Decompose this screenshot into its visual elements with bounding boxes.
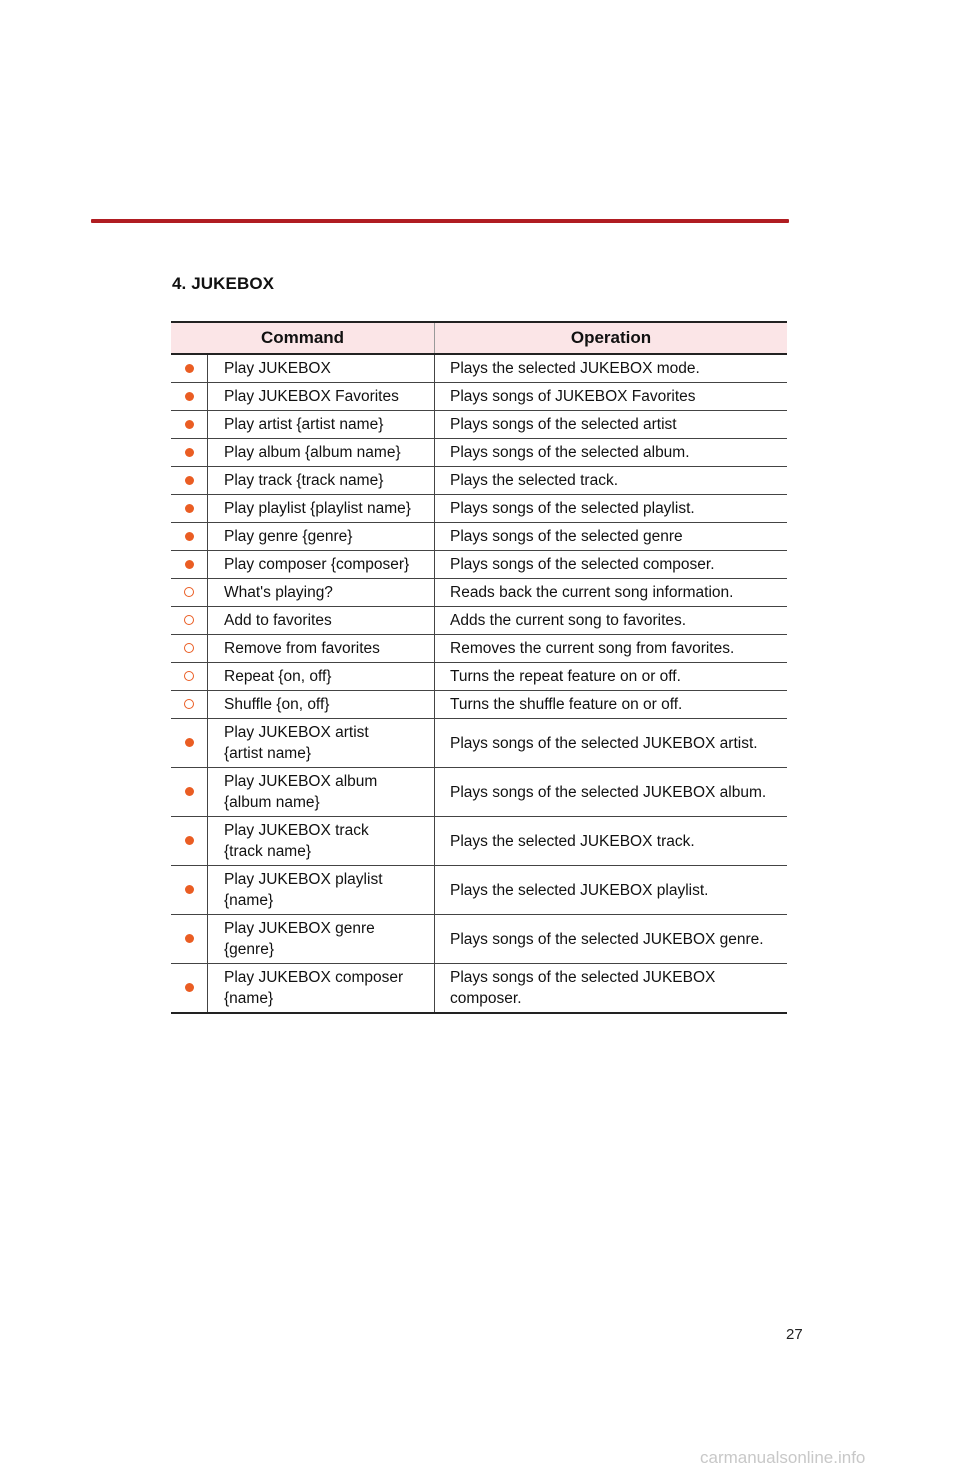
operation-cell <box>435 719 788 768</box>
operation-text: Plays the selected JUKEBOX track. <box>450 832 695 850</box>
table-header-row <box>171 322 787 354</box>
command-text: Remove from favorites <box>224 640 380 657</box>
command-cell <box>208 768 435 817</box>
operation-text: Turns the shuffle feature on or off. <box>450 696 683 713</box>
command-cell <box>208 439 435 467</box>
operation-text: Plays the selected JUKEBOX mode. <box>450 360 700 377</box>
operation-text: composer. <box>450 990 522 1007</box>
table-row <box>171 719 787 768</box>
command-text: {album name} <box>224 794 320 811</box>
command-text: Repeat {on, off} <box>224 668 332 685</box>
operation-cell <box>435 467 788 495</box>
command-text: Play JUKEBOX composer <box>224 969 404 986</box>
operation-text: Plays songs of the selected artist <box>450 416 677 433</box>
command-text: Play JUKEBOX album <box>224 773 378 790</box>
command-cell <box>208 635 435 663</box>
hollow-circle-icon <box>184 699 194 709</box>
command-text: Play JUKEBOX artist <box>224 724 369 741</box>
table-row <box>171 579 787 607</box>
table-row <box>171 768 787 817</box>
command-text: What's playing? <box>224 584 333 601</box>
operation-cell <box>435 817 788 866</box>
operation-text: Plays the selected track. <box>450 472 618 489</box>
operation-cell <box>435 579 788 607</box>
table-row <box>171 383 787 411</box>
operation-text: Turns the repeat feature on or off. <box>450 668 681 685</box>
row-marker-cell <box>171 817 208 866</box>
command-text: Play composer {composer} <box>224 556 410 573</box>
operation-text: Reads back the current song information. <box>450 584 734 601</box>
page-number: 27 <box>786 1326 803 1343</box>
row-marker-cell <box>171 635 208 663</box>
hollow-circle-icon <box>184 587 194 597</box>
table-row <box>171 467 787 495</box>
filled-circle-icon <box>185 934 194 943</box>
row-marker-cell <box>171 663 208 691</box>
command-text: {name} <box>224 990 274 1007</box>
table-row <box>171 607 787 635</box>
operation-cell <box>435 551 788 579</box>
operation-cell <box>435 439 788 467</box>
operation-text: Plays songs of the selected JUKEBOX <box>450 969 716 986</box>
row-marker-cell <box>171 915 208 964</box>
filled-circle-icon <box>185 885 194 894</box>
filled-circle-icon <box>185 420 194 429</box>
command-text: Play JUKEBOX Favorites <box>224 388 399 405</box>
operation-text: Plays songs of the selected genre <box>450 528 683 545</box>
filled-circle-icon <box>185 983 194 992</box>
filled-circle-icon <box>185 738 194 747</box>
row-marker-cell <box>171 866 208 915</box>
filled-circle-icon <box>185 392 194 401</box>
operation-cell <box>435 354 788 383</box>
row-marker-cell <box>171 354 208 383</box>
command-text: {genre} <box>224 941 274 958</box>
row-marker-cell <box>171 523 208 551</box>
table-row <box>171 915 787 964</box>
operation-text: Adds the current song to favorites. <box>450 612 687 629</box>
table-row <box>171 691 787 719</box>
command-text: Play playlist {playlist name} <box>224 500 411 517</box>
command-cell <box>208 663 435 691</box>
table-row <box>171 411 787 439</box>
operation-cell <box>435 768 788 817</box>
command-cell <box>208 467 435 495</box>
command-cell <box>208 866 435 915</box>
command-cell <box>208 964 435 1014</box>
command-cell <box>208 383 435 411</box>
watermark: carmanualsonline.info <box>700 1448 866 1467</box>
table-row <box>171 354 787 383</box>
row-marker-cell <box>171 607 208 635</box>
command-text: Play album {album name} <box>224 444 401 461</box>
table-body <box>171 354 787 1013</box>
command-text: Play JUKEBOX playlist <box>224 871 383 888</box>
operation-cell <box>435 411 788 439</box>
hollow-circle-icon <box>184 643 194 653</box>
operation-text: Plays songs of the selected JUKEBOX genre. <box>450 930 764 948</box>
row-marker-cell <box>171 964 208 1014</box>
operation-cell <box>435 607 788 635</box>
filled-circle-icon <box>185 787 194 796</box>
operation-cell <box>435 663 788 691</box>
operation-text: Plays songs of JUKEBOX Favorites <box>450 388 696 405</box>
header-operation: Operation <box>435 322 788 354</box>
command-cell <box>208 719 435 768</box>
row-marker-cell <box>171 551 208 579</box>
row-marker-cell <box>171 579 208 607</box>
command-cell <box>208 817 435 866</box>
operation-cell <box>435 383 788 411</box>
command-text: Play JUKEBOX genre <box>224 920 375 937</box>
operation-text: Plays songs of the selected album. <box>450 444 690 461</box>
filled-circle-icon <box>185 364 194 373</box>
command-cell <box>208 411 435 439</box>
table-row <box>171 439 787 467</box>
row-marker-cell <box>171 439 208 467</box>
filled-circle-icon <box>185 836 194 845</box>
hollow-circle-icon <box>184 671 194 681</box>
operation-text: Plays songs of the selected JUKEBOX album. <box>450 783 767 801</box>
command-text: Shuffle {on, off} <box>224 696 330 713</box>
hollow-circle-icon <box>184 615 194 625</box>
table-row <box>171 663 787 691</box>
operation-text: Plays songs of the selected JUKEBOX artist. <box>450 734 758 752</box>
command-text: {artist name} <box>224 745 312 762</box>
filled-circle-icon <box>185 560 194 569</box>
header-rule <box>91 219 789 223</box>
command-text: Play JUKEBOX <box>224 360 331 377</box>
command-cell <box>208 915 435 964</box>
command-text: Play artist {artist name} <box>224 416 384 433</box>
header-command: Command <box>171 322 435 354</box>
row-marker-cell <box>171 383 208 411</box>
filled-circle-icon <box>185 532 194 541</box>
filled-circle-icon <box>185 448 194 457</box>
row-marker-cell <box>171 411 208 439</box>
row-marker-cell <box>171 467 208 495</box>
table-row <box>171 523 787 551</box>
operation-cell <box>435 523 788 551</box>
command-cell <box>208 691 435 719</box>
command-table <box>171 321 787 1014</box>
operation-text: Plays songs of the selected playlist. <box>450 500 695 517</box>
row-marker-cell <box>171 768 208 817</box>
table-row <box>171 866 787 915</box>
table-row <box>171 551 787 579</box>
command-cell <box>208 354 435 383</box>
operation-text: Plays songs of the selected composer. <box>450 556 715 573</box>
command-text: {track name} <box>224 843 312 860</box>
filled-circle-icon <box>185 504 194 513</box>
operation-cell <box>435 964 788 1014</box>
command-text: Play JUKEBOX track <box>224 822 369 839</box>
operation-cell <box>435 866 788 915</box>
table-row <box>171 495 787 523</box>
command-text: Add to favorites <box>224 612 332 629</box>
command-text: Play track {track name} <box>224 472 384 489</box>
filled-circle-icon <box>185 476 194 485</box>
operation-cell <box>435 915 788 964</box>
row-marker-cell <box>171 495 208 523</box>
table-row <box>171 964 787 1014</box>
operation-text: Plays the selected JUKEBOX playlist. <box>450 881 709 899</box>
row-marker-cell <box>171 719 208 768</box>
operation-cell <box>435 691 788 719</box>
row-marker-cell <box>171 691 208 719</box>
command-cell <box>208 579 435 607</box>
command-cell <box>208 607 435 635</box>
section-title: 4. JUKEBOX <box>172 274 275 293</box>
command-text: Play genre {genre} <box>224 528 353 545</box>
command-cell <box>208 495 435 523</box>
operation-cell <box>435 635 788 663</box>
table-row <box>171 635 787 663</box>
command-cell <box>208 551 435 579</box>
table-row <box>171 817 787 866</box>
operation-cell <box>435 495 788 523</box>
command-cell <box>208 523 435 551</box>
command-text: {name} <box>224 892 274 909</box>
operation-text: Removes the current song from favorites. <box>450 640 735 657</box>
